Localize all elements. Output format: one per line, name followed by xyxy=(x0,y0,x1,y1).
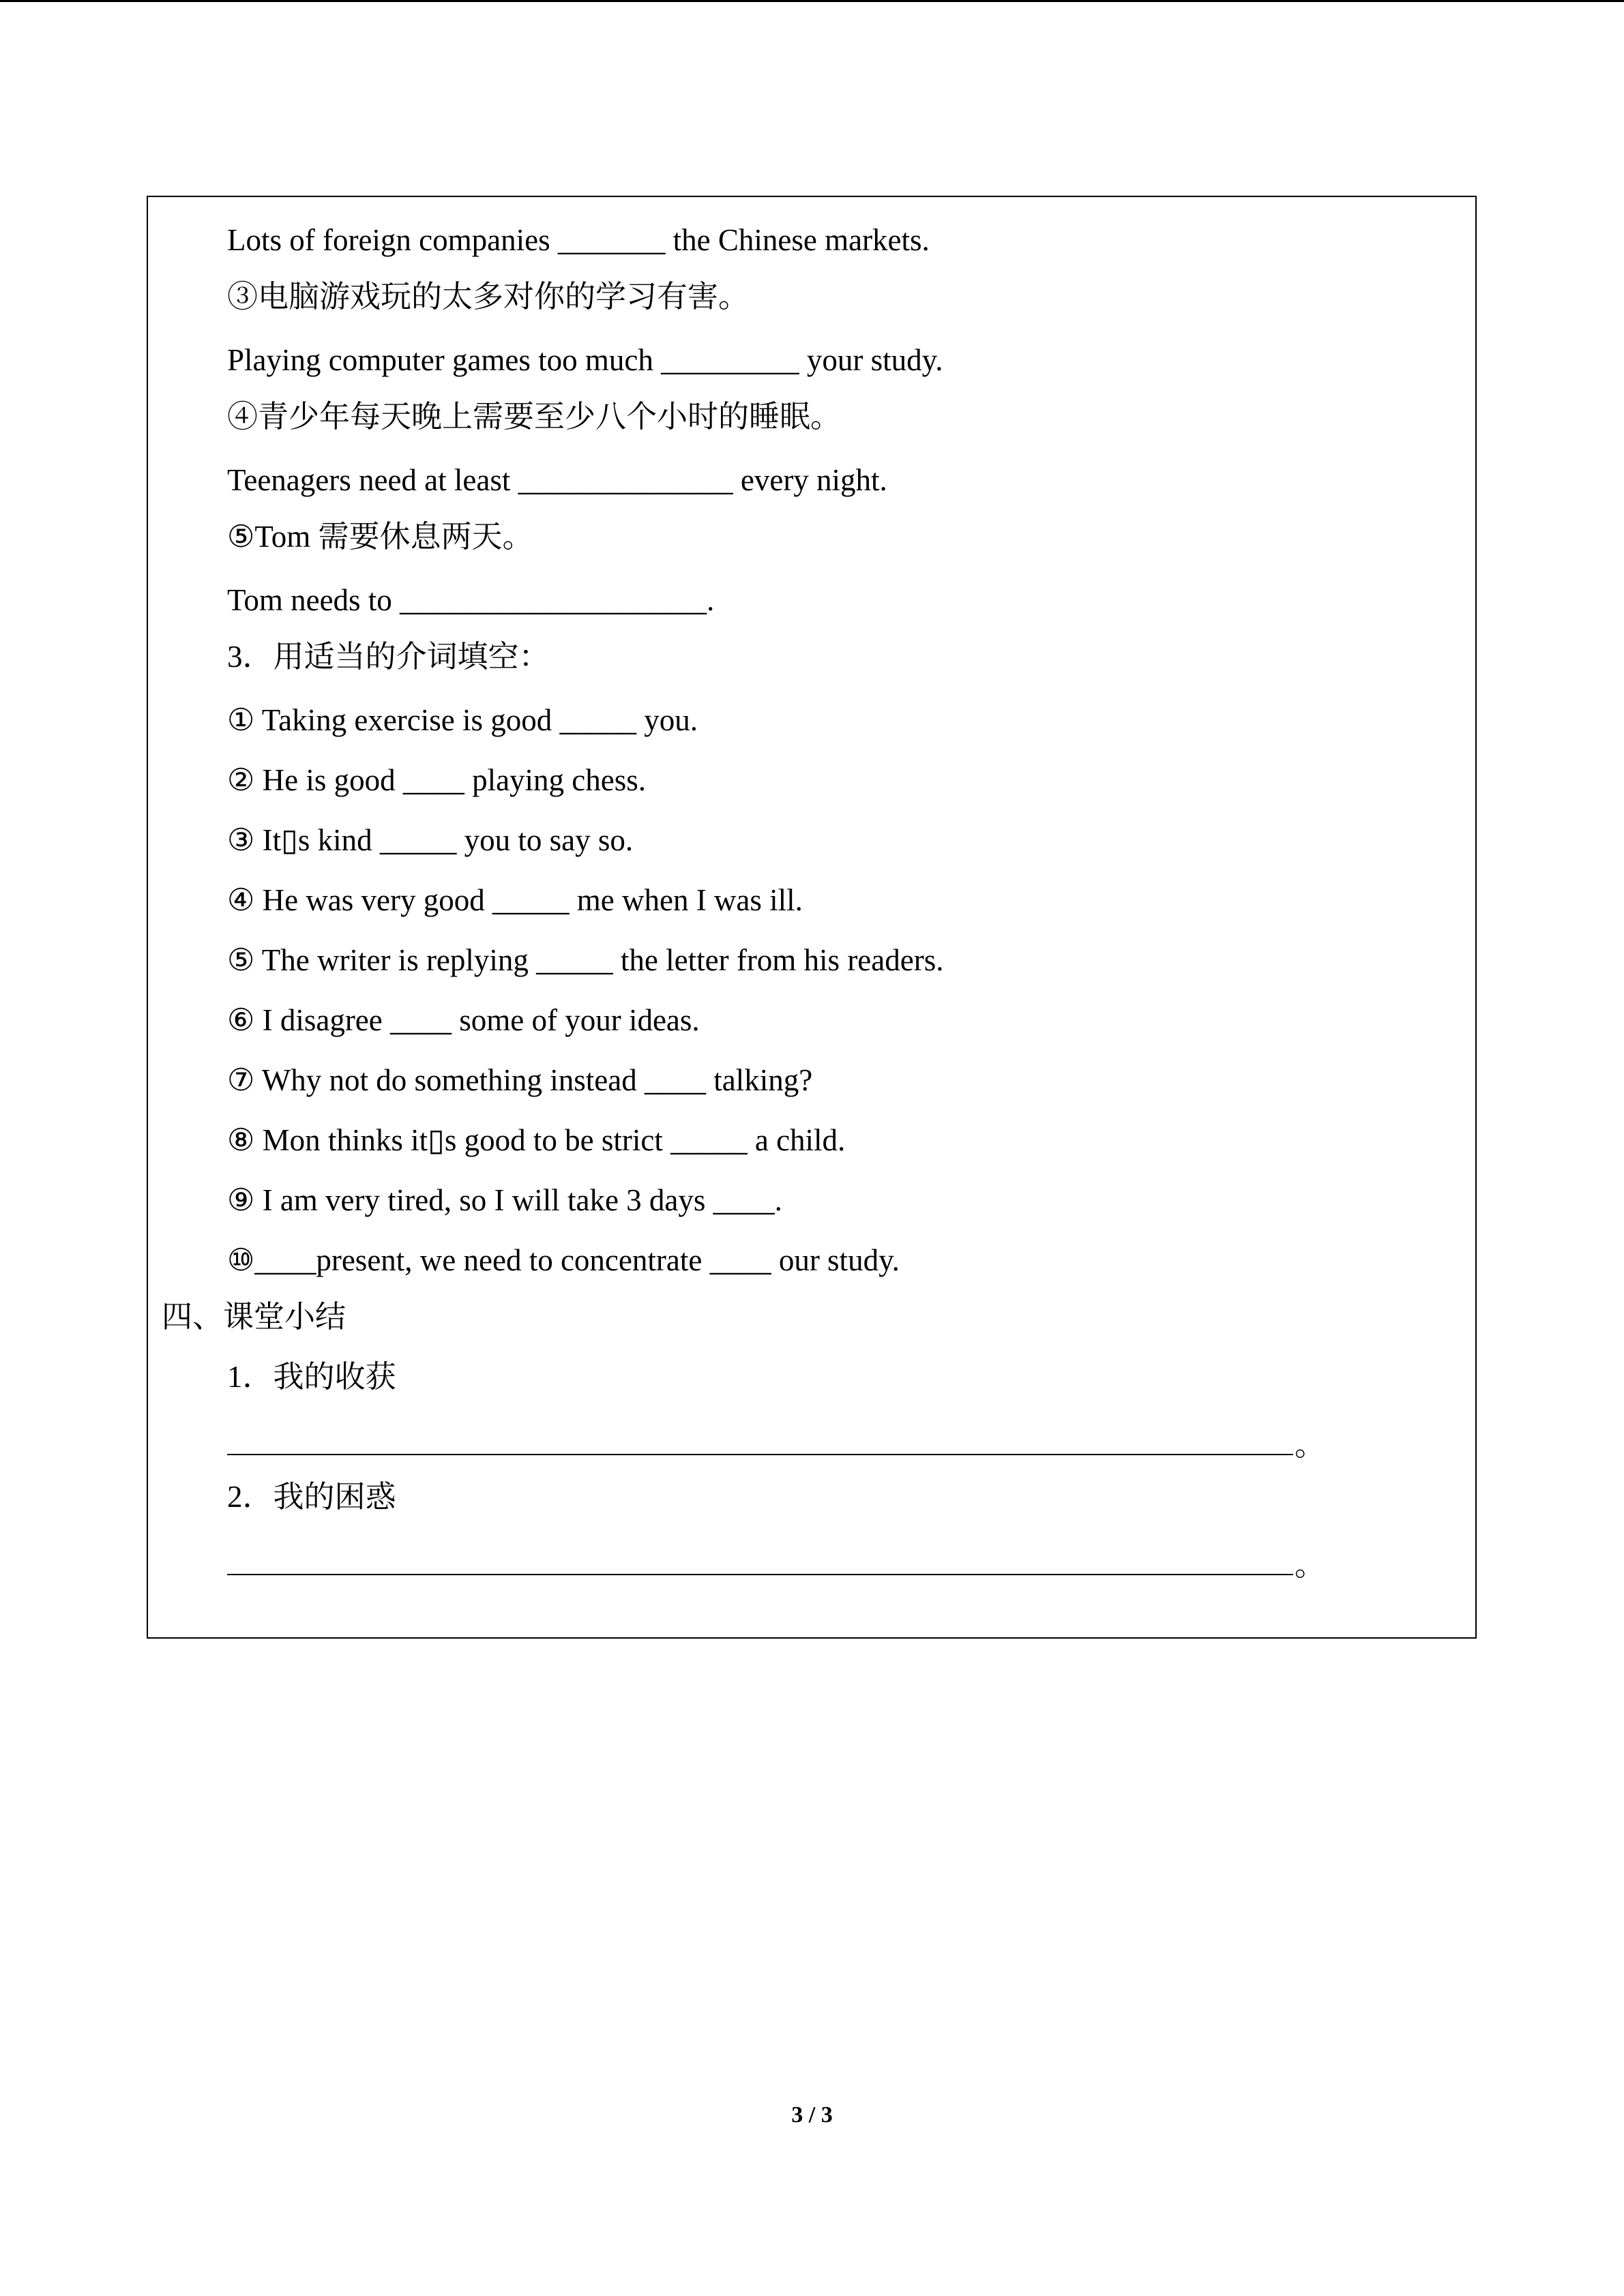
preposition-item-10: ⑩____present, we need to concentrate ____ our study. xyxy=(227,1243,900,1277)
translation-sentence-4: Teenagers need at least ______________ every night. xyxy=(227,463,887,497)
translation-sentence-5: Tom needs to ____________________. xyxy=(227,583,715,617)
preposition-item-3: ③ It▯s kind _____ you to say so. xyxy=(227,823,634,857)
preposition-item-9: ⑨ I am very tired, so I will take 3 days ____. xyxy=(227,1183,782,1217)
preposition-item-1: ① Taking exercise is good _____ you. xyxy=(227,703,698,737)
preposition-item-6: ⑥ I disagree ____ some of your ideas. xyxy=(227,1003,700,1037)
preposition-item-8: ⑧ Mon thinks it▯s good to be strict _____ a child. xyxy=(227,1123,846,1157)
my-gains-end-mark: 。 xyxy=(1295,1428,1326,1462)
my-gains-answer-line[interactable] xyxy=(227,1454,1293,1455)
translation-sentence-3: Playing computer games too much _________ your study. xyxy=(227,343,943,377)
translation-prompt-4: ④青少年每天晚上需要至少八个小时的睡眠。 xyxy=(227,400,842,434)
preposition-item-7: ⑦ Why not do something instead ____ talking? xyxy=(227,1063,813,1097)
preposition-item-5: ⑤ The writer is replying _____ the letter from his readers. xyxy=(227,943,944,977)
my-confusions-answer-line[interactable] xyxy=(227,1574,1293,1575)
translation-prompt-3: ③电脑游戏玩的太多对你的学习有害。 xyxy=(227,280,750,314)
class-summary-heading: 四、课堂小结 xyxy=(162,1300,346,1334)
translation-sentence-2: Lots of foreign companies _______ the Chinese markets. xyxy=(227,223,930,257)
my-confusions-label: 2．我的困惑 xyxy=(227,1480,396,1514)
page-top-border xyxy=(0,0,1624,2)
preposition-item-4: ④ He was very good _____ me when I was ill. xyxy=(227,883,803,917)
page-number: 3 / 3 xyxy=(791,2102,833,2128)
my-confusions-end-mark: 。 xyxy=(1295,1548,1326,1582)
preposition-item-2: ② He is good ____ playing chess. xyxy=(227,763,647,797)
my-gains-label: 1．我的收获 xyxy=(227,1360,396,1394)
translation-prompt-5: ⑤Tom 需要休息两天。 xyxy=(227,520,533,554)
preposition-exercise-heading: 3．用适当的介词填空： xyxy=(227,640,550,674)
